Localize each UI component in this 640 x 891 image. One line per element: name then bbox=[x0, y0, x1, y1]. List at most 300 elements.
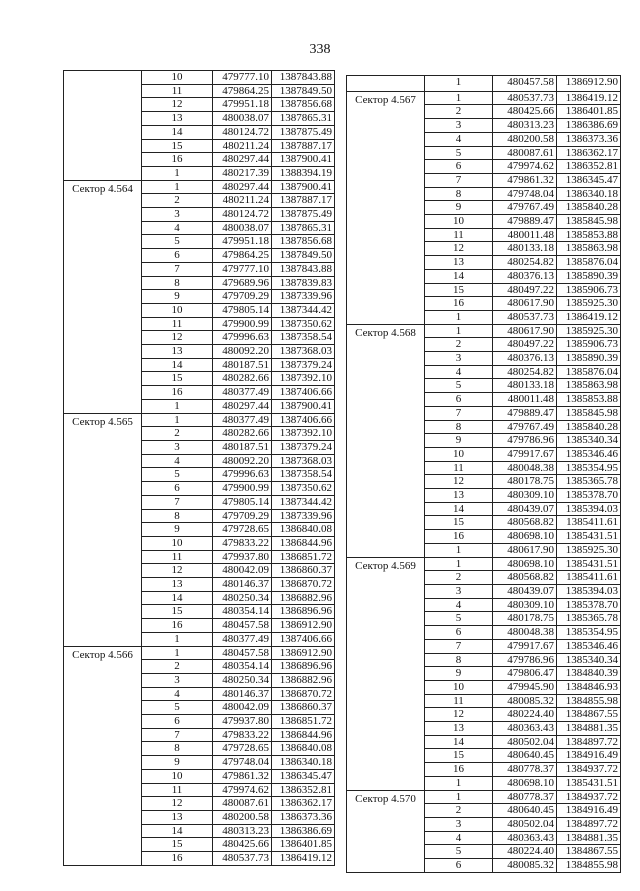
point-number: 10 bbox=[425, 215, 493, 229]
coordinate-y: 1386401.85 bbox=[272, 838, 335, 852]
coordinate-x: 480085.32 bbox=[493, 859, 557, 873]
point-number: 4 bbox=[425, 598, 493, 612]
sector-label: Сектор 4.565 bbox=[64, 413, 142, 646]
coordinate-x: 480376.13 bbox=[493, 352, 557, 366]
coordinate-y: 1385346.46 bbox=[557, 639, 621, 653]
point-number: 15 bbox=[425, 749, 493, 763]
coordinate-x: 479728.65 bbox=[213, 742, 272, 756]
coordinate-y: 1385840.28 bbox=[557, 201, 621, 215]
point-number: 15 bbox=[142, 139, 213, 153]
coordinate-x: 480048.38 bbox=[493, 626, 557, 640]
coordinate-y: 1385431.51 bbox=[557, 530, 621, 544]
coordinate-x: 479951.18 bbox=[213, 235, 272, 249]
coordinate-y: 1386851.72 bbox=[272, 550, 335, 564]
coordinate-x: 480497.22 bbox=[493, 338, 557, 352]
coordinate-y: 1384867.55 bbox=[557, 708, 621, 722]
coordinate-y: 1386896.96 bbox=[272, 660, 335, 674]
coordinate-y: 1384916.49 bbox=[557, 804, 621, 818]
coordinate-x: 480617.90 bbox=[493, 297, 557, 311]
coordinate-y: 1386882.96 bbox=[272, 673, 335, 687]
coordinate-y: 1387843.88 bbox=[272, 262, 335, 276]
point-number: 5 bbox=[142, 468, 213, 482]
point-number: 15 bbox=[425, 283, 493, 297]
sector-label: Сектор 4.566 bbox=[64, 646, 142, 865]
point-number: 12 bbox=[142, 98, 213, 112]
coordinate-x: 480640.45 bbox=[493, 749, 557, 763]
coordinate-y: 1386844.96 bbox=[272, 728, 335, 742]
coordinate-x: 479777.10 bbox=[213, 71, 272, 85]
coordinate-x: 480092.20 bbox=[213, 454, 272, 468]
point-number: 15 bbox=[142, 605, 213, 619]
coordinate-y: 1385394.03 bbox=[557, 585, 621, 599]
coordinate-y: 1385394.03 bbox=[557, 502, 621, 516]
coordinate-x: 480042.09 bbox=[213, 564, 272, 578]
point-number: 2 bbox=[425, 804, 493, 818]
coordinate-x: 479937.80 bbox=[213, 550, 272, 564]
point-number: 8 bbox=[425, 653, 493, 667]
coordinate-x: 479900.99 bbox=[213, 482, 272, 496]
coordinate-x: 479709.29 bbox=[213, 290, 272, 304]
coordinate-x: 479974.62 bbox=[213, 783, 272, 797]
point-number: 16 bbox=[142, 852, 213, 866]
table-row bbox=[64, 413, 335, 427]
coordinate-x: 480297.44 bbox=[213, 399, 272, 413]
coordinate-x: 480313.23 bbox=[493, 119, 557, 133]
coordinate-x: 480425.66 bbox=[493, 105, 557, 119]
coordinate-x: 480038.07 bbox=[213, 112, 272, 126]
coordinate-y: 1387900.41 bbox=[272, 399, 335, 413]
coordinate-x: 479889.47 bbox=[493, 215, 557, 229]
coordinate-x: 480354.14 bbox=[213, 605, 272, 619]
table-row bbox=[347, 557, 621, 571]
point-number: 8 bbox=[142, 509, 213, 523]
point-number: 3 bbox=[425, 119, 493, 133]
point-number: 5 bbox=[425, 612, 493, 626]
coordinate-y: 1385431.51 bbox=[557, 557, 621, 571]
coordinate-y: 1385925.30 bbox=[557, 543, 621, 557]
coordinate-y: 1385925.30 bbox=[557, 297, 621, 311]
coordinate-x: 480038.07 bbox=[213, 221, 272, 235]
coordinate-x: 479861.32 bbox=[493, 173, 557, 187]
coordinate-y: 1386851.72 bbox=[272, 715, 335, 729]
point-number: 7 bbox=[425, 173, 493, 187]
coordinate-y: 1385863.98 bbox=[557, 242, 621, 256]
coordinate-x: 480439.07 bbox=[493, 502, 557, 516]
coordinate-x: 479996.63 bbox=[213, 331, 272, 345]
point-number: 11 bbox=[425, 228, 493, 242]
coordinate-y: 1387406.66 bbox=[272, 632, 335, 646]
point-number: 14 bbox=[425, 269, 493, 283]
point-number: 5 bbox=[142, 701, 213, 715]
coordinate-y: 1388394.19 bbox=[272, 166, 335, 180]
point-number: 8 bbox=[142, 742, 213, 756]
coordinate-x: 480124.72 bbox=[213, 125, 272, 139]
point-number: 13 bbox=[425, 256, 493, 270]
coordinate-y: 1386345.47 bbox=[557, 173, 621, 187]
coordinate-y: 1386362.17 bbox=[272, 797, 335, 811]
point-number: 13 bbox=[142, 810, 213, 824]
point-number: 9 bbox=[142, 756, 213, 770]
point-number: 1 bbox=[142, 180, 213, 194]
coordinate-y: 1386362.17 bbox=[557, 146, 621, 160]
coordinate-x: 479864.25 bbox=[213, 249, 272, 263]
coordinate-x: 480217.39 bbox=[213, 166, 272, 180]
coordinate-x: 480617.90 bbox=[493, 324, 557, 338]
coordinate-y: 1385876.04 bbox=[557, 365, 621, 379]
coordinate-y: 1385354.95 bbox=[557, 461, 621, 475]
point-number: 14 bbox=[142, 824, 213, 838]
point-number: 4 bbox=[142, 221, 213, 235]
point-number: 16 bbox=[425, 530, 493, 544]
point-number: 14 bbox=[425, 502, 493, 516]
point-number: 16 bbox=[425, 297, 493, 311]
coordinate-x: 480568.82 bbox=[493, 516, 557, 530]
coordinate-x: 480309.10 bbox=[493, 598, 557, 612]
point-number: 2 bbox=[142, 194, 213, 208]
coordinate-x: 479833.22 bbox=[213, 536, 272, 550]
coordinate-y: 1386340.18 bbox=[272, 756, 335, 770]
coordinate-y: 1384937.72 bbox=[557, 790, 621, 804]
coordinate-x: 480502.04 bbox=[493, 817, 557, 831]
coordinate-y: 1384840.39 bbox=[557, 667, 621, 681]
coordinate-x: 479748.04 bbox=[493, 187, 557, 201]
point-number: 1 bbox=[142, 646, 213, 660]
coordinate-y: 1387358.54 bbox=[272, 331, 335, 345]
point-number: 5 bbox=[425, 146, 493, 160]
coordinate-x: 479786.96 bbox=[493, 653, 557, 667]
point-number: 16 bbox=[142, 153, 213, 167]
coordinate-x: 479767.49 bbox=[493, 201, 557, 215]
coordinate-x: 480537.73 bbox=[493, 310, 557, 324]
point-number: 12 bbox=[142, 564, 213, 578]
coordinate-y: 1386401.85 bbox=[557, 105, 621, 119]
point-number: 9 bbox=[425, 201, 493, 215]
coordinate-y: 1387406.66 bbox=[272, 413, 335, 427]
point-number: 11 bbox=[142, 550, 213, 564]
coordinate-x: 480537.73 bbox=[493, 91, 557, 105]
coordinate-y: 1387875.49 bbox=[272, 208, 335, 222]
coordinate-y: 1385863.98 bbox=[557, 379, 621, 393]
coordinate-y: 1387849.50 bbox=[272, 84, 335, 98]
coordinate-x: 480363.43 bbox=[493, 722, 557, 736]
coordinate-y: 1387856.68 bbox=[272, 98, 335, 112]
coordinate-y: 1387406.66 bbox=[272, 386, 335, 400]
point-number: 7 bbox=[425, 639, 493, 653]
coordinate-x: 479748.04 bbox=[213, 756, 272, 770]
point-number: 1 bbox=[425, 76, 493, 92]
coordinate-x: 479951.18 bbox=[213, 98, 272, 112]
coordinate-y: 1385845.98 bbox=[557, 215, 621, 229]
coordinate-x: 480313.23 bbox=[213, 824, 272, 838]
coordinate-y: 1387368.03 bbox=[272, 454, 335, 468]
coordinate-x: 480497.22 bbox=[493, 283, 557, 297]
point-number: 15 bbox=[142, 372, 213, 386]
coordinate-x: 480187.51 bbox=[213, 440, 272, 454]
coordinate-x: 480200.58 bbox=[493, 132, 557, 146]
coordinate-y: 1387344.42 bbox=[272, 303, 335, 317]
coordinate-y: 1386386.69 bbox=[272, 824, 335, 838]
coordinate-x: 480377.49 bbox=[213, 386, 272, 400]
coordinate-y: 1385411.61 bbox=[557, 516, 621, 530]
coordinate-y: 1385346.46 bbox=[557, 447, 621, 461]
coordinate-y: 1386419.12 bbox=[557, 91, 621, 105]
coordinate-x: 480124.72 bbox=[213, 208, 272, 222]
coordinate-y: 1385890.39 bbox=[557, 269, 621, 283]
point-number: 1 bbox=[142, 399, 213, 413]
coordinate-x: 479889.47 bbox=[493, 406, 557, 420]
coordinate-x: 479805.14 bbox=[213, 495, 272, 509]
coordinate-y: 1387887.17 bbox=[272, 139, 335, 153]
coordinate-x: 480133.18 bbox=[493, 242, 557, 256]
coordinate-y: 1385906.73 bbox=[557, 338, 621, 352]
coordinate-x: 480457.58 bbox=[213, 619, 272, 633]
coordinate-y: 1384937.72 bbox=[557, 763, 621, 777]
point-number: 3 bbox=[425, 352, 493, 366]
coordinate-x: 480146.37 bbox=[213, 578, 272, 592]
coordinate-y: 1387865.31 bbox=[272, 112, 335, 126]
coordinate-x: 480425.66 bbox=[213, 838, 272, 852]
table-row bbox=[347, 91, 621, 105]
coordinate-y: 1385365.78 bbox=[557, 612, 621, 626]
point-number: 9 bbox=[142, 290, 213, 304]
point-number: 3 bbox=[142, 673, 213, 687]
coordinate-x: 480297.44 bbox=[213, 153, 272, 167]
point-number: 3 bbox=[142, 440, 213, 454]
point-number: 1 bbox=[142, 413, 213, 427]
coordinate-y: 1384897.72 bbox=[557, 817, 621, 831]
coordinate-x: 479937.80 bbox=[213, 715, 272, 729]
point-number: 6 bbox=[425, 160, 493, 174]
coordinate-y: 1387350.62 bbox=[272, 317, 335, 331]
coordinate-y: 1386373.36 bbox=[557, 132, 621, 146]
coordinate-y: 1384881.35 bbox=[557, 831, 621, 845]
point-number: 1 bbox=[425, 776, 493, 790]
point-number: 5 bbox=[142, 235, 213, 249]
point-number: 12 bbox=[425, 475, 493, 489]
point-number: 1 bbox=[425, 310, 493, 324]
coordinate-x: 480376.13 bbox=[493, 269, 557, 283]
point-number: 6 bbox=[142, 715, 213, 729]
point-number: 2 bbox=[142, 427, 213, 441]
coordinate-x: 480698.10 bbox=[493, 557, 557, 571]
coordinate-y: 1386840.08 bbox=[272, 523, 335, 537]
point-number: 6 bbox=[425, 626, 493, 640]
point-number: 6 bbox=[425, 859, 493, 873]
coordinate-x: 480282.66 bbox=[213, 372, 272, 386]
coordinate-y: 1384916.49 bbox=[557, 749, 621, 763]
point-number: 10 bbox=[425, 447, 493, 461]
coordinate-y: 1386340.18 bbox=[557, 187, 621, 201]
coordinate-y: 1386386.69 bbox=[557, 119, 621, 133]
coordinate-y: 1386352.81 bbox=[272, 783, 335, 797]
coordinate-y: 1386860.37 bbox=[272, 564, 335, 578]
point-number: 9 bbox=[142, 523, 213, 537]
point-number: 3 bbox=[425, 817, 493, 831]
point-number: 4 bbox=[425, 132, 493, 146]
coordinate-x: 480211.24 bbox=[213, 139, 272, 153]
point-number: 1 bbox=[425, 543, 493, 557]
coordinate-x: 480254.82 bbox=[493, 256, 557, 270]
coordinate-y: 1385411.61 bbox=[557, 571, 621, 585]
coordinate-y: 1387900.41 bbox=[272, 180, 335, 194]
coordinate-y: 1385925.30 bbox=[557, 324, 621, 338]
coordinate-y: 1385354.95 bbox=[557, 626, 621, 640]
coordinate-y: 1387875.49 bbox=[272, 125, 335, 139]
coordinate-x: 480092.20 bbox=[213, 345, 272, 359]
coordinate-y: 1385840.28 bbox=[557, 420, 621, 434]
sector-label: Сектор 4.569 bbox=[347, 557, 425, 790]
coordinate-x: 479996.63 bbox=[213, 468, 272, 482]
coordinate-x: 479917.67 bbox=[493, 447, 557, 461]
coordinates-table-right bbox=[346, 75, 621, 873]
coordinate-x: 480087.61 bbox=[213, 797, 272, 811]
point-number: 7 bbox=[142, 262, 213, 276]
coordinate-x: 480640.45 bbox=[493, 804, 557, 818]
point-number: 2 bbox=[142, 660, 213, 674]
coordinate-x: 480537.73 bbox=[213, 852, 272, 866]
coordinate-y: 1386844.96 bbox=[272, 536, 335, 550]
coordinate-y: 1387339.96 bbox=[272, 290, 335, 304]
coordinate-x: 479900.99 bbox=[213, 317, 272, 331]
coordinate-y: 1387865.31 bbox=[272, 221, 335, 235]
coordinate-y: 1385853.88 bbox=[557, 228, 621, 242]
point-number: 6 bbox=[425, 393, 493, 407]
point-number: 13 bbox=[425, 722, 493, 736]
point-number: 1 bbox=[425, 790, 493, 804]
point-number: 12 bbox=[142, 331, 213, 345]
point-number: 4 bbox=[425, 831, 493, 845]
coordinate-y: 1386912.90 bbox=[272, 646, 335, 660]
coordinate-y: 1386419.12 bbox=[272, 852, 335, 866]
coordinate-x: 480011.48 bbox=[493, 393, 557, 407]
coordinate-x: 480178.75 bbox=[493, 612, 557, 626]
coordinate-x: 480042.09 bbox=[213, 701, 272, 715]
point-number: 15 bbox=[142, 838, 213, 852]
coordinate-y: 1385340.34 bbox=[557, 653, 621, 667]
table-row bbox=[64, 71, 335, 85]
point-number: 7 bbox=[425, 406, 493, 420]
coordinate-y: 1387358.54 bbox=[272, 468, 335, 482]
coordinate-x: 480187.51 bbox=[213, 358, 272, 372]
coordinate-x: 480457.58 bbox=[493, 76, 557, 92]
coordinate-x: 480309.10 bbox=[493, 489, 557, 503]
table-row bbox=[347, 76, 621, 92]
point-number: 8 bbox=[425, 187, 493, 201]
coordinate-y: 1386345.47 bbox=[272, 769, 335, 783]
point-number: 14 bbox=[142, 125, 213, 139]
coordinate-x: 480568.82 bbox=[493, 571, 557, 585]
coordinate-y: 1387887.17 bbox=[272, 194, 335, 208]
point-number: 13 bbox=[142, 578, 213, 592]
coordinate-x: 480250.34 bbox=[213, 591, 272, 605]
sector-label: Сектор 4.567 bbox=[347, 91, 425, 324]
coordinate-x: 479806.47 bbox=[493, 667, 557, 681]
coordinate-y: 1386912.90 bbox=[272, 619, 335, 633]
point-number: 11 bbox=[142, 84, 213, 98]
coordinate-y: 1385378.70 bbox=[557, 489, 621, 503]
coordinate-y: 1386882.96 bbox=[272, 591, 335, 605]
point-number: 14 bbox=[142, 591, 213, 605]
coordinate-y: 1385876.04 bbox=[557, 256, 621, 270]
sector-label: Сектор 4.568 bbox=[347, 324, 425, 557]
point-number: 12 bbox=[425, 242, 493, 256]
coordinate-y: 1384855.98 bbox=[557, 694, 621, 708]
coordinate-y: 1387379.24 bbox=[272, 440, 335, 454]
coordinate-y: 1384897.72 bbox=[557, 735, 621, 749]
point-number: 8 bbox=[425, 420, 493, 434]
coordinate-y: 1387368.03 bbox=[272, 345, 335, 359]
coordinate-x: 480224.40 bbox=[493, 845, 557, 859]
coordinate-y: 1387392.10 bbox=[272, 427, 335, 441]
point-number: 5 bbox=[425, 845, 493, 859]
point-number: 10 bbox=[142, 303, 213, 317]
point-number: 15 bbox=[425, 516, 493, 530]
point-number: 12 bbox=[425, 708, 493, 722]
point-number: 13 bbox=[425, 489, 493, 503]
coordinate-y: 1386860.37 bbox=[272, 701, 335, 715]
point-number: 3 bbox=[142, 208, 213, 222]
table-row bbox=[64, 180, 335, 194]
sector-label bbox=[64, 71, 142, 181]
point-number: 6 bbox=[142, 482, 213, 496]
coordinate-y: 1387856.68 bbox=[272, 235, 335, 249]
coordinate-x: 480211.24 bbox=[213, 194, 272, 208]
coordinate-y: 1385845.98 bbox=[557, 406, 621, 420]
sector-label: Сектор 4.564 bbox=[64, 180, 142, 413]
point-number: 10 bbox=[142, 71, 213, 85]
coordinate-y: 1385365.78 bbox=[557, 475, 621, 489]
point-number: 10 bbox=[142, 769, 213, 783]
coordinate-y: 1387339.96 bbox=[272, 509, 335, 523]
coordinate-x: 480250.34 bbox=[213, 673, 272, 687]
coordinate-y: 1386373.36 bbox=[272, 810, 335, 824]
coordinate-x: 479805.14 bbox=[213, 303, 272, 317]
coordinate-x: 480085.32 bbox=[493, 694, 557, 708]
point-number: 12 bbox=[142, 797, 213, 811]
coordinate-x: 480087.61 bbox=[493, 146, 557, 160]
point-number: 11 bbox=[142, 317, 213, 331]
point-number: 1 bbox=[142, 166, 213, 180]
coordinate-x: 480502.04 bbox=[493, 735, 557, 749]
table-row bbox=[64, 646, 335, 660]
point-number: 7 bbox=[142, 495, 213, 509]
point-number: 9 bbox=[425, 667, 493, 681]
coordinate-x: 480282.66 bbox=[213, 427, 272, 441]
coordinate-y: 1386896.96 bbox=[272, 605, 335, 619]
coordinate-x: 480354.14 bbox=[213, 660, 272, 674]
coordinate-y: 1384855.98 bbox=[557, 859, 621, 873]
coordinate-x: 480457.58 bbox=[213, 646, 272, 660]
point-number: 4 bbox=[142, 687, 213, 701]
point-number: 16 bbox=[142, 619, 213, 633]
coordinate-y: 1386352.81 bbox=[557, 160, 621, 174]
coordinate-y: 1387350.62 bbox=[272, 482, 335, 496]
point-number: 10 bbox=[142, 536, 213, 550]
coordinate-x: 479728.65 bbox=[213, 523, 272, 537]
coordinate-x: 480200.58 bbox=[213, 810, 272, 824]
point-number: 8 bbox=[142, 276, 213, 290]
coordinate-y: 1385378.70 bbox=[557, 598, 621, 612]
point-number: 1 bbox=[425, 324, 493, 338]
table-row bbox=[347, 790, 621, 804]
point-number: 11 bbox=[425, 694, 493, 708]
coordinate-y: 1385890.39 bbox=[557, 352, 621, 366]
coordinate-y: 1387392.10 bbox=[272, 372, 335, 386]
point-number: 9 bbox=[425, 434, 493, 448]
coordinate-x: 480133.18 bbox=[493, 379, 557, 393]
page-number: 338 bbox=[309, 42, 331, 57]
coordinate-y: 1387900.41 bbox=[272, 153, 335, 167]
